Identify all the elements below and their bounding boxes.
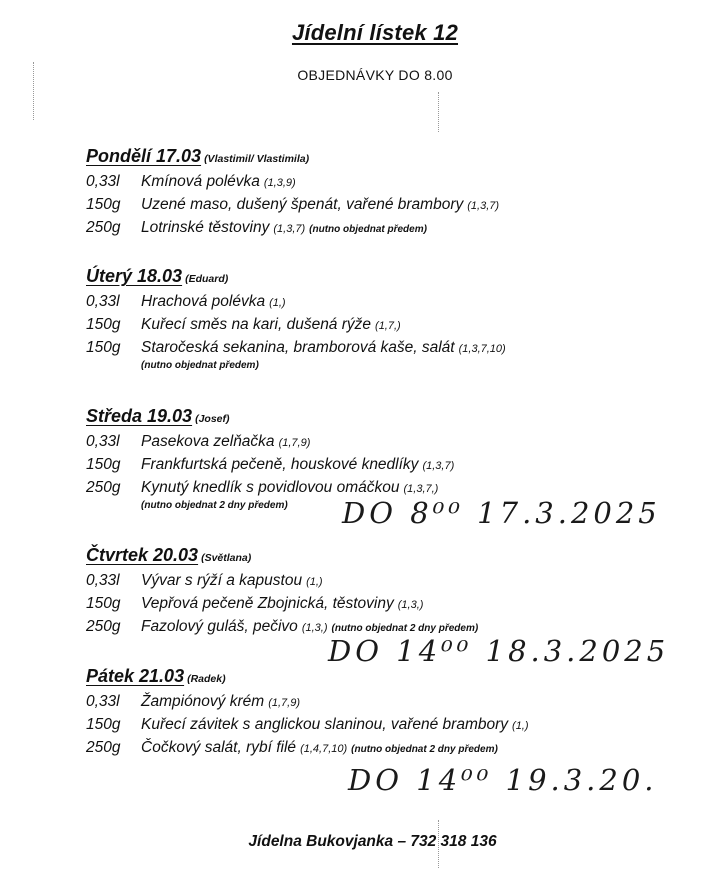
- menu-item: [86, 736, 716, 759]
- order-note: (nutno objednat předem): [141, 360, 259, 371]
- item-name: Uzené maso, dušený špenát, vařené brambory: [141, 196, 464, 213]
- item-allergens: (1,7,): [375, 320, 401, 332]
- day-header: [86, 262, 716, 290]
- item-allergens: (1,3,7,10): [458, 343, 506, 355]
- item-order-note: (nutno objednat 2 dny předem): [351, 744, 498, 755]
- item-allergens: (1,7,9): [268, 697, 300, 709]
- page-title: Jídelní lístek 12: [291, 20, 459, 45]
- menu-item: [86, 193, 716, 216]
- item-allergens: (1,3,): [301, 622, 328, 634]
- item-name: Kuřecí směs na kari, dušená rýže: [141, 316, 372, 333]
- menu-item: [86, 690, 716, 713]
- item-allergens: (1,): [512, 720, 529, 732]
- item-quantity: 150g: [86, 339, 121, 356]
- item-allergens: (1,3,): [397, 599, 424, 611]
- day-header: [86, 541, 716, 569]
- item-name: Frankfurtská pečeně, houskové knedlíky: [141, 456, 419, 473]
- item-allergens: (1,3,9): [263, 177, 296, 189]
- item-allergens: (1,4,7,10): [300, 743, 348, 755]
- order-note: (nutno objednat 2 dny předem): [141, 500, 288, 511]
- day-date: Středa 19.03: [86, 406, 193, 426]
- item-quantity: 250g: [86, 618, 121, 635]
- scan-artifact: [438, 92, 439, 132]
- day-date: Pondělí 17.03: [86, 146, 202, 166]
- name-day: (Světlana): [201, 552, 252, 564]
- item-name: Kynutý knedlík s povidlovou omáčkou: [141, 479, 400, 496]
- day-section-thursday: [86, 541, 716, 638]
- handwritten-deadline-friday: DO 14⁰⁰ 19.3.20.: [348, 763, 658, 797]
- menu-item: [86, 592, 716, 615]
- item-quantity: 250g: [86, 739, 121, 756]
- menu-item: [86, 216, 716, 239]
- item-allergens: (1,): [269, 297, 286, 309]
- item-name: Vývar s rýží a kapustou: [141, 572, 303, 589]
- item-quantity: 0,33l: [86, 293, 120, 310]
- day-section-monday: [86, 142, 716, 239]
- item-name: Čočkový salát, rybí filé: [141, 739, 297, 756]
- item-quantity: 250g: [86, 219, 121, 236]
- menu-item: [86, 430, 716, 453]
- item-name: Hrachová polévka: [141, 293, 266, 310]
- item-allergens: (1,3,7): [422, 460, 455, 472]
- day-header: [86, 402, 716, 430]
- item-name: Kuřecí závitek s anglickou slaninou, vařené brambory: [141, 716, 509, 733]
- item-allergens: (1,3,7,): [403, 483, 439, 495]
- item-quantity: 0,33l: [86, 572, 120, 589]
- item-quantity: 150g: [86, 316, 121, 333]
- menu-item: [86, 313, 716, 336]
- item-quantity: 150g: [86, 456, 121, 473]
- item-quantity: 0,33l: [86, 173, 120, 190]
- item-order-note: (nutno objednat předem): [309, 224, 427, 235]
- handwritten-deadline-wednesday: DO 8⁰⁰ 17.3.2025: [342, 496, 661, 530]
- item-quantity: 0,33l: [86, 693, 120, 710]
- name-day: (Eduard): [185, 273, 229, 285]
- item-quantity: 150g: [86, 595, 121, 612]
- day-header: [86, 142, 716, 170]
- item-name: Kmínová polévka: [141, 173, 260, 190]
- day-date: Pátek 21.03: [86, 666, 185, 686]
- item-allergens: (1,7,9): [278, 437, 311, 449]
- item-name: Vepřová pečeně Zbojnická, těstoviny: [141, 595, 394, 612]
- item-name: Staročeská sekanina, bramborová kaše, salát: [141, 339, 455, 356]
- name-day: (Josef): [195, 413, 230, 425]
- order-deadline: OBJEDNÁVKY DO 8.00: [297, 67, 453, 83]
- footer-contact: Jídelna Bukovjanka – 732 318 136: [248, 833, 497, 850]
- item-name: Fazolový guláš, pečivo: [141, 618, 298, 635]
- name-day: (Radek): [187, 673, 226, 685]
- day-section-friday: [86, 662, 716, 759]
- menu-item: [86, 569, 716, 592]
- day-date: Čtvrtek 20.03: [86, 545, 199, 565]
- item-quantity: 250g: [86, 479, 121, 496]
- handwritten-deadline-thursday: DO 14⁰⁰ 18.3.2025: [328, 634, 670, 668]
- menu-item: [86, 290, 716, 313]
- item-allergens: (1,3,7): [273, 223, 306, 235]
- name-day: (Vlastimil/ Vlastimila): [204, 153, 310, 165]
- item-quantity: 0,33l: [86, 433, 120, 450]
- menu-item: [86, 453, 716, 476]
- item-quantity: 150g: [86, 196, 121, 213]
- item-quantity: 150g: [86, 716, 121, 733]
- item-allergens: (1,): [306, 576, 323, 588]
- item-name: Žampiónový krém: [141, 693, 265, 710]
- item-order-note: (nutno objednat 2 dny předem): [331, 623, 479, 634]
- item-allergens: (1,3,7): [467, 200, 500, 212]
- item-name: Lotrinské těstoviny: [141, 219, 270, 236]
- day-date: Úterý 18.03: [86, 266, 183, 286]
- menu-item: [86, 170, 716, 193]
- menu-item: [86, 336, 716, 359]
- item-name: Pasekova zelňačka: [141, 433, 275, 450]
- menu-item: [86, 713, 716, 736]
- day-section-tuesday: [86, 262, 716, 377]
